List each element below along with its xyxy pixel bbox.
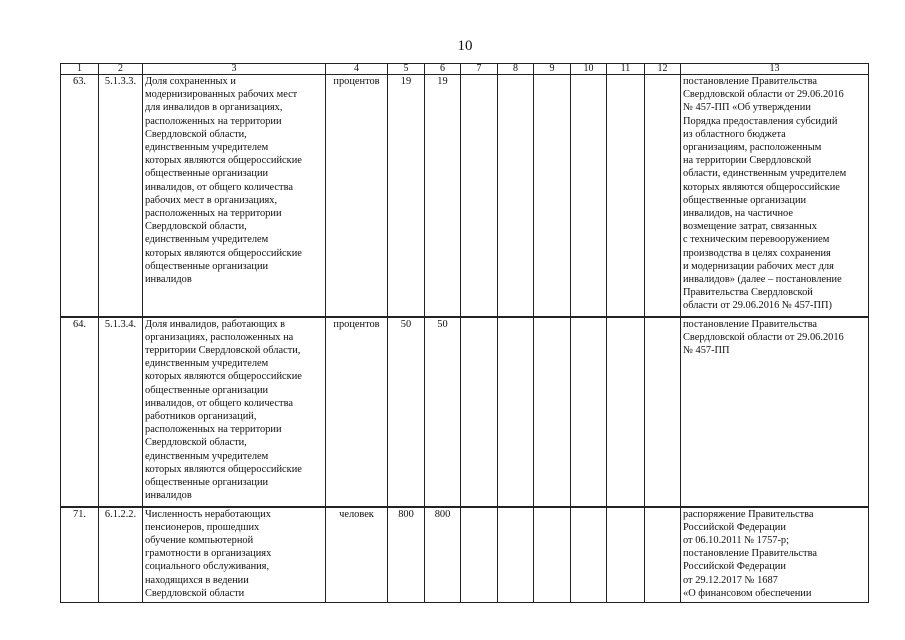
row-code: 5.1.3.3. <box>99 75 143 317</box>
empty-cell <box>461 507 498 603</box>
empty-cell <box>534 317 571 507</box>
row-code: 5.1.3.4. <box>99 317 143 507</box>
value-col5: 50 <box>388 317 425 507</box>
empty-cell <box>498 317 534 507</box>
column-header: 10 <box>571 64 607 75</box>
column-header: 4 <box>326 64 388 75</box>
value-col5: 800 <box>388 507 425 603</box>
empty-cell <box>645 507 681 603</box>
column-header: 2 <box>99 64 143 75</box>
empty-cell <box>534 507 571 603</box>
indicator-name: Доля инвалидов, работающих в организациях, расположенных на территории Свердловской области, единственным учредителем которых являются общероссийские общественные организации инвалидов, от общего количества работников организаций, расположенных на территории Свердловской области, единственным учредителем которых являются общероссийские общественные организации инвалидов <box>143 317 326 507</box>
unit-cell: человек <box>326 507 388 603</box>
row-number: 71. <box>61 507 99 603</box>
column-header: 5 <box>388 64 425 75</box>
column-number-row <box>61 64 869 75</box>
table-row <box>61 317 869 507</box>
value-col5: 19 <box>388 75 425 317</box>
empty-cell <box>571 507 607 603</box>
source-document: постановление Правительства Свердловской области от 29.06.2016 № 457-ПП <box>681 317 869 507</box>
table-row <box>61 507 869 603</box>
indicators-table <box>60 63 869 603</box>
empty-cell <box>645 317 681 507</box>
source-document: постановление Правительства Свердловской области от 29.06.2016 № 457-ПП «Об утверждении Порядка предоставления субсидий из областного бюджета организациям, расположенным на территории Свердловской области, единственным учредителем которых являются общероссийские общественные организации инвалидов, на частичное возмещение затрат, связанных с техническим перевооружением производства в целях сохранения и модернизации рабочих мест для инвалидов» (далее – постановление Правительства Свердловской области от 29.06.2016 № 457-ПП) <box>681 75 869 317</box>
empty-cell <box>571 75 607 317</box>
indicators-table-wrap <box>60 63 869 603</box>
column-header: 3 <box>143 64 326 75</box>
column-header: 7 <box>461 64 498 75</box>
empty-cell <box>461 75 498 317</box>
empty-cell <box>461 317 498 507</box>
column-header: 11 <box>607 64 645 75</box>
column-header: 8 <box>498 64 534 75</box>
row-number: 63. <box>61 75 99 317</box>
column-header: 12 <box>645 64 681 75</box>
row-number: 64. <box>61 317 99 507</box>
value-col6: 50 <box>425 317 461 507</box>
row-code: 6.1.2.2. <box>99 507 143 603</box>
empty-cell <box>534 75 571 317</box>
column-header: 13 <box>681 64 869 75</box>
unit-cell: процентов <box>326 75 388 317</box>
empty-cell <box>498 75 534 317</box>
empty-cell <box>607 507 645 603</box>
column-header: 1 <box>61 64 99 75</box>
value-col6: 19 <box>425 75 461 317</box>
table-row <box>61 75 869 317</box>
indicator-name: Доля сохраненных и модернизированных рабочих мест для инвалидов в организациях, расположенных на территории Свердловской области, единственным учредителем которых являются общероссийские общественные организации инвалидов, от общего количества рабочих мест в организациях, расположенных на территории Свердловской области, единственным учредителем которых являются общероссийские общественные организации инвалидов <box>143 75 326 317</box>
column-header: 9 <box>534 64 571 75</box>
page-number: 10 <box>457 38 473 54</box>
empty-cell <box>571 317 607 507</box>
empty-cell <box>645 75 681 317</box>
indicator-name: Численность неработающих пенсионеров, прошедших обучение компьютерной грамотности в организациях социального обслуживания, находящихся в ведении Свердловской области <box>143 507 326 603</box>
empty-cell <box>498 507 534 603</box>
value-col6: 800 <box>425 507 461 603</box>
empty-cell <box>607 75 645 317</box>
unit-cell: процентов <box>326 317 388 507</box>
source-document: распоряжение Правительства Российской Федерации от 06.10.2011 № 1757-р; постановление Правительства Российской Федерации от 29.12.2017 № 1687 «О финансовом обеспечении <box>681 507 869 603</box>
empty-cell <box>607 317 645 507</box>
column-header: 6 <box>425 64 461 75</box>
